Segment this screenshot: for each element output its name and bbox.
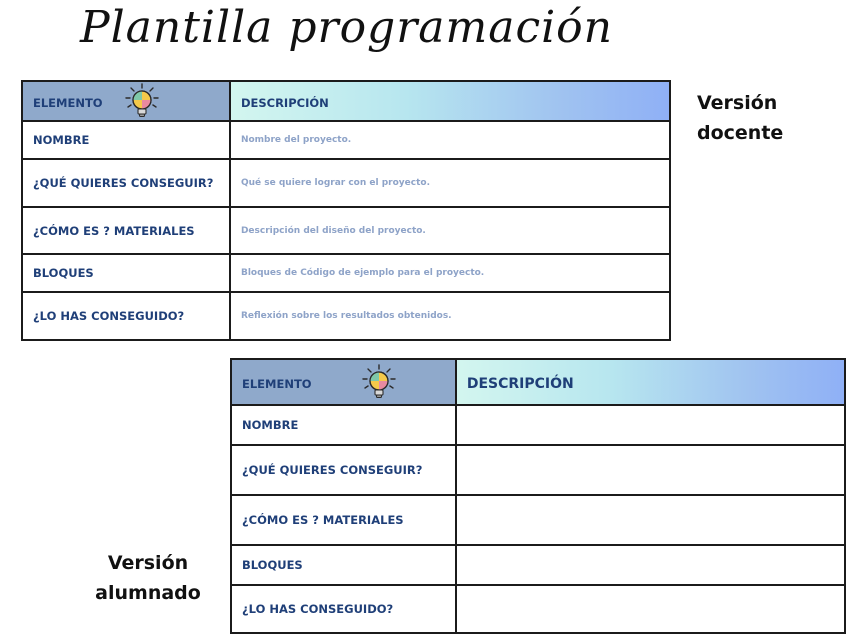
version-line: alumnado — [95, 582, 201, 604]
table-row — [22, 121, 670, 159]
table-header-row — [231, 359, 845, 405]
row-label: ¿LO HAS CONSEGUIDO? — [231, 585, 456, 633]
row-description: Qué se quiere lograr con el proyecto. — [230, 159, 670, 207]
table-row — [231, 585, 845, 633]
table-row — [22, 292, 670, 340]
row-label: NOMBRE — [22, 121, 230, 159]
row-label: ¿QUÉ QUIERES CONSEGUIR? — [231, 445, 456, 495]
version-line: docente — [697, 122, 784, 144]
header-description-cell — [230, 81, 670, 121]
teacher-table — [21, 80, 671, 341]
student-table — [230, 358, 846, 634]
lightbulb-puzzle-icon — [123, 83, 161, 119]
header-description-label: DESCRIPCIÓN — [240, 95, 329, 110]
row-description-empty — [456, 495, 845, 545]
row-description: Descripción del diseño del proyecto. — [230, 207, 670, 254]
row-label: ¿CÓMO ES ? MATERIALES — [231, 495, 456, 545]
row-label: ¿LO HAS CONSEGUIDO? — [22, 292, 230, 340]
row-description: Reflexión sobre los resultados obtenidos. — [230, 292, 670, 340]
table-row — [231, 445, 845, 495]
table-row — [22, 159, 670, 207]
row-description: Bloques de Código de ejemplo para el proyecto. — [230, 254, 670, 292]
header-description-label: DESCRIPCIÓN — [466, 375, 574, 392]
student-version-label — [78, 548, 218, 608]
header-element-cell — [231, 359, 456, 405]
header-element-cell — [22, 81, 230, 121]
header-element-label: ELEMENTO — [33, 95, 103, 110]
teacher-version-label — [697, 88, 783, 148]
header-description-cell — [456, 359, 845, 405]
row-label: ¿CÓMO ES ? MATERIALES — [22, 207, 230, 254]
row-label: BLOQUES — [231, 545, 456, 585]
row-description-empty — [456, 545, 845, 585]
page-title: Plantilla programación — [80, 2, 613, 53]
version-line: Versión — [697, 92, 778, 114]
row-description-empty — [456, 585, 845, 633]
table-row — [22, 254, 670, 292]
version-line: Versión — [107, 552, 189, 574]
header-element-label: ELEMENTO — [242, 376, 312, 391]
lightbulb-puzzle-icon — [360, 364, 398, 400]
table-row — [231, 405, 845, 445]
table-row — [231, 495, 845, 545]
row-description-empty — [456, 445, 845, 495]
row-label: NOMBRE — [231, 405, 456, 445]
table-row — [22, 207, 670, 254]
row-label: ¿QUÉ QUIERES CONSEGUIR? — [22, 159, 230, 207]
row-description-empty — [456, 405, 845, 445]
table-header-row — [22, 81, 670, 121]
row-label: BLOQUES — [22, 254, 230, 292]
table-row — [231, 545, 845, 585]
row-description: Nombre del proyecto. — [230, 121, 670, 159]
